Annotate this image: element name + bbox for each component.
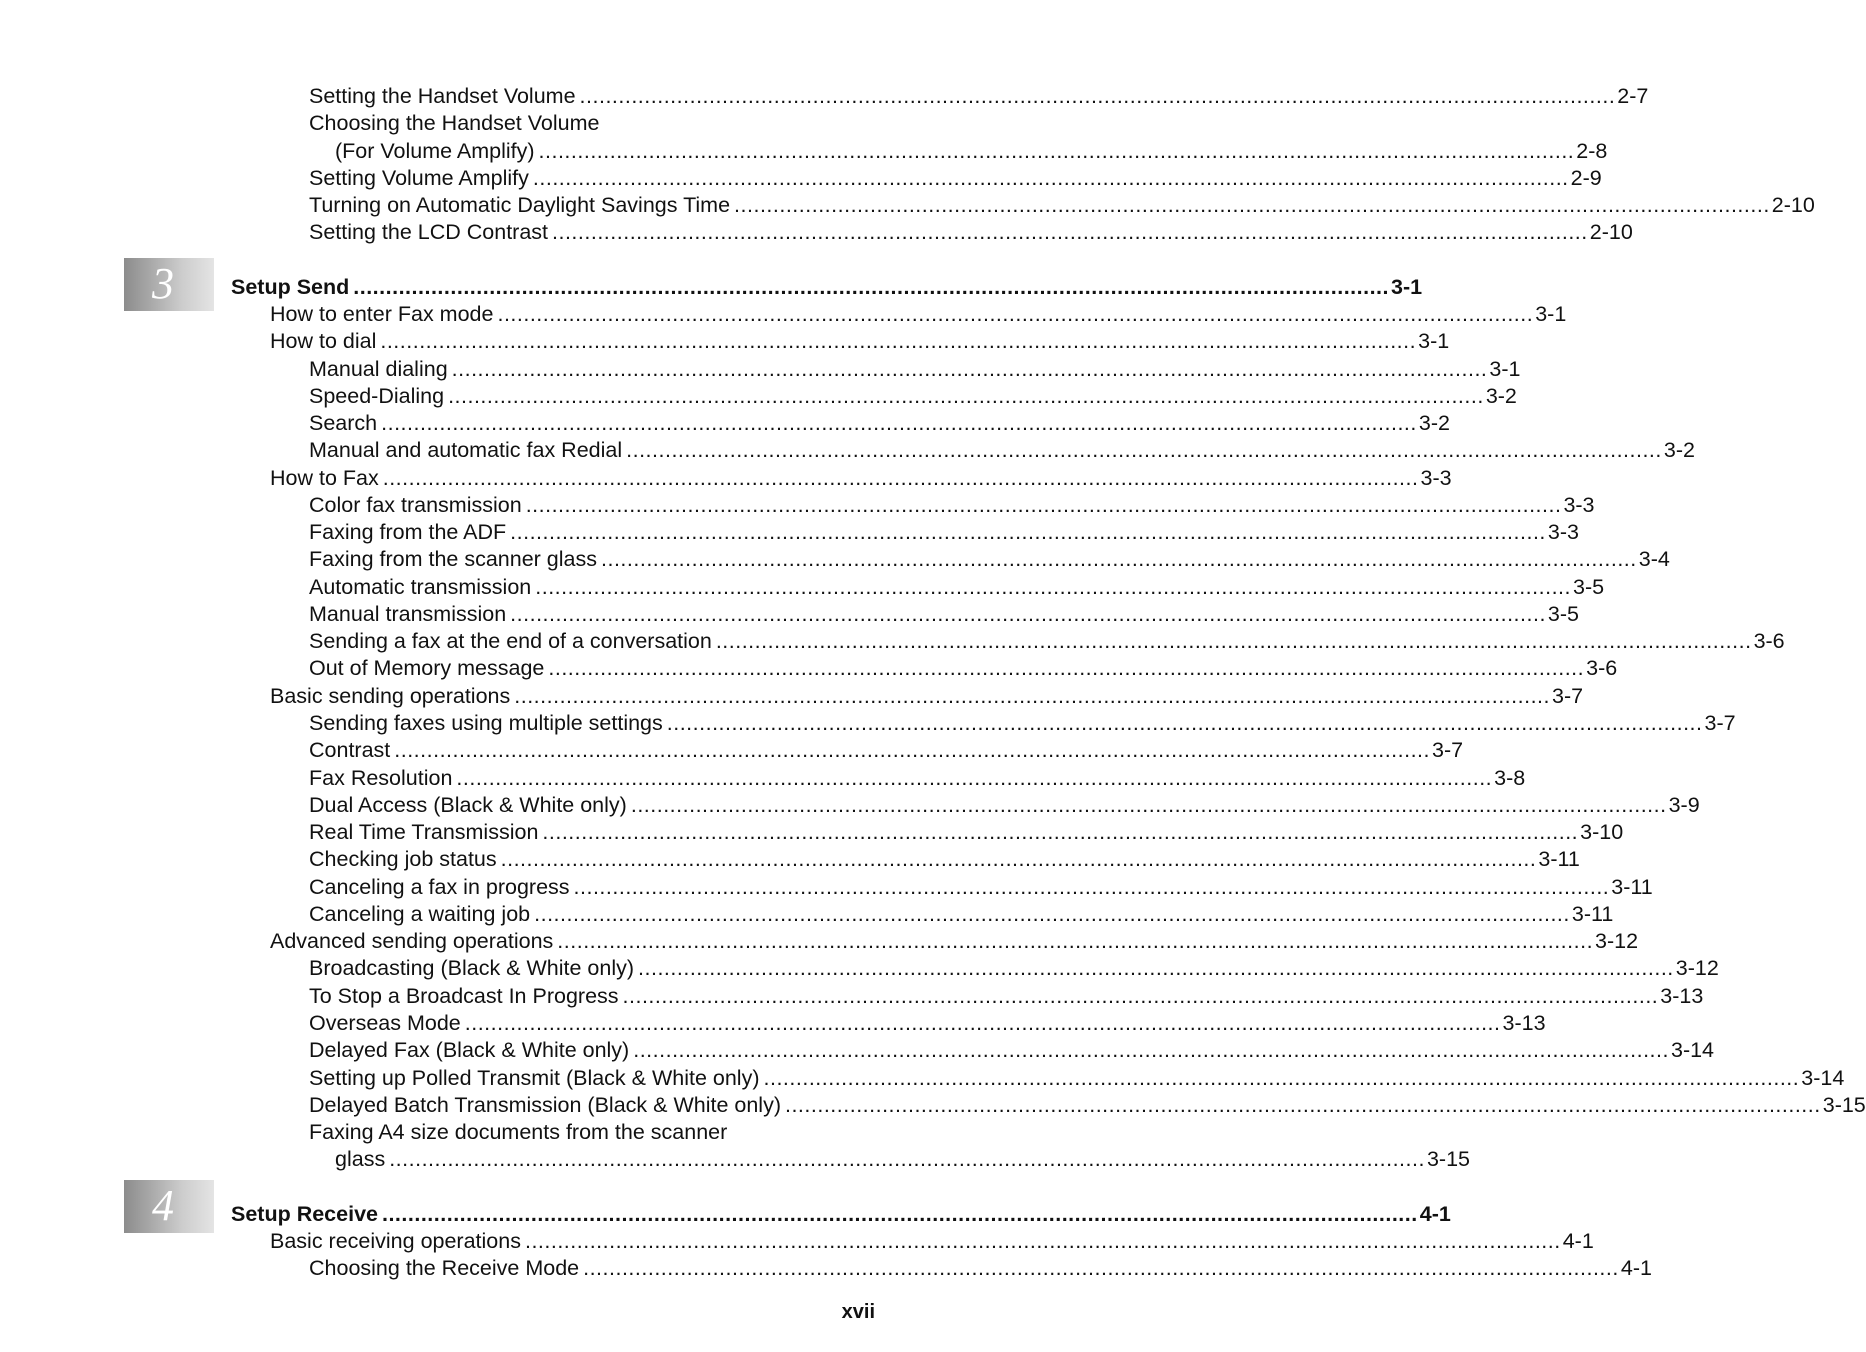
leader-dots: ................................................................................................................................................................ — [784, 1093, 1821, 1117]
entry-title: Color fax transmission — [309, 493, 522, 517]
toc-chapter-entry[interactable] — [231, 274, 1423, 301]
leader-dots: ................................................................................................................................................................ — [622, 984, 1659, 1008]
leader-dots: ................................................................................................................................................................ — [464, 1011, 1501, 1035]
entry-page: 3-7 — [1704, 711, 1736, 735]
entry-page: 3-13 — [1660, 984, 1704, 1008]
toc-entry[interactable] — [270, 465, 1452, 492]
chapter-number: 4 — [152, 1181, 174, 1230]
entry-title: Search — [309, 411, 378, 435]
leader-dots: ................................................................................................................................................................ — [456, 766, 1493, 790]
entry-title: Setting the LCD Contrast — [309, 220, 549, 244]
toc-entry[interactable] — [309, 519, 1579, 546]
leader-dots: ................................................................................................................................................................ — [451, 357, 1488, 381]
entry-title: Checking job status — [309, 847, 497, 871]
page-number: xvii — [841, 1301, 875, 1323]
entry-page: 3-1 — [1535, 302, 1567, 326]
entry-page: 2-8 — [1576, 139, 1608, 163]
toc-entry[interactable] — [309, 901, 1614, 928]
toc-entry[interactable] — [309, 83, 1649, 110]
toc-entry[interactable] — [309, 410, 1450, 437]
entry-page: 4-1 — [1620, 1256, 1652, 1280]
toc-entry[interactable] — [309, 219, 1633, 246]
toc-entry[interactable] — [309, 1119, 875, 1146]
entry-page: 3-2 — [1663, 438, 1695, 462]
toc-entry[interactable] — [309, 765, 1526, 792]
entry-page: 3-8 — [1494, 766, 1526, 790]
entry-page: 3-1 — [1391, 275, 1423, 299]
entry-page: 3-11 — [1538, 847, 1580, 871]
entry-title: Manual dialing — [309, 357, 448, 381]
toc-entry[interactable] — [309, 356, 1521, 383]
entry-title: To Stop a Broadcast In Progress — [309, 984, 619, 1008]
entry-page: 3-3 — [1420, 466, 1452, 490]
entry-page: 3-7 — [1552, 684, 1584, 708]
entry-page: 3-12 — [1595, 929, 1639, 953]
leader-dots: ................................................................................................................................................................ — [601, 547, 1637, 571]
entry-page: 2-7 — [1617, 84, 1649, 108]
toc-entry[interactable] — [309, 819, 1624, 846]
entry-title: Manual transmission — [309, 602, 507, 626]
entry-title: How to dial — [270, 329, 377, 353]
entry-title: Out of Memory message — [309, 656, 545, 680]
entry-page: 3-4 — [1638, 547, 1670, 571]
toc-entry[interactable] — [309, 492, 1595, 519]
leader-dots: ................................................................................................................................................................ — [666, 711, 1703, 735]
toc-entry[interactable] — [309, 1037, 1715, 1064]
entry-page: 3-5 — [1547, 602, 1579, 626]
leader-dots: ................................................................................................................................................................ — [510, 520, 1546, 544]
entry-title: Manual and automatic fax Redial — [309, 438, 623, 462]
chapter-title: Setup Send — [231, 275, 350, 299]
entry-page: 3-6 — [1586, 656, 1618, 680]
chapter-tab-4 — [124, 1180, 214, 1233]
leader-dots: ................................................................................................................................................................ — [448, 384, 1484, 408]
entry-title: Automatic transmission — [309, 575, 532, 599]
leader-dots: ................................................................................................................................................................ — [394, 738, 1431, 762]
entry-page: 4-1 — [1419, 1202, 1451, 1226]
leader-dots: ................................................................................................................................................................ — [497, 302, 1534, 326]
leader-dots: ................................................................................................................................................................ — [557, 929, 1594, 953]
toc-entry[interactable] — [309, 1255, 1652, 1282]
leader-dots: ................................................................................................................................................................ — [389, 1147, 1425, 1171]
leader-dots: ................................................................................................................................................................ — [524, 1229, 1561, 1253]
entry-page: 3-10 — [1580, 820, 1624, 844]
entry-page: 2-9 — [1570, 166, 1602, 190]
toc-entry[interactable] — [309, 192, 1815, 219]
toc-entry[interactable] — [309, 955, 1719, 982]
toc-chapter-entry[interactable] — [231, 1201, 1451, 1228]
entry-title: Advanced sending operations — [270, 929, 554, 953]
toc-entry[interactable] — [309, 110, 875, 137]
toc-entry[interactable] — [309, 574, 1605, 601]
leader-dots: ................................................................................................................................................................ — [382, 466, 1419, 490]
chapter-tab-3 — [124, 258, 214, 311]
entry-title: glass — [335, 1147, 386, 1171]
entry-title: Setting up Polled Transmit (Black & White only) — [309, 1066, 760, 1090]
toc-entry[interactable] — [309, 601, 1579, 628]
entry-page: 3-15 — [1822, 1093, 1866, 1117]
chapter-number: 3 — [152, 259, 174, 308]
toc-entry[interactable] — [309, 792, 1700, 819]
entry-title: Contrast — [309, 738, 391, 762]
entry-title: Setting Volume Amplify — [309, 166, 529, 190]
entry-title: Faxing from the ADF — [309, 520, 507, 544]
entry-title: Turning on Automatic Daylight Savings Time — [309, 193, 731, 217]
entry-page: 3-11 — [1611, 875, 1653, 899]
entry-title: Choosing the Handset Volume — [309, 111, 600, 135]
leader-dots: ................................................................................................................................................................ — [548, 656, 1585, 680]
entry-page: 3-2 — [1418, 411, 1450, 435]
entry-page: 3-3 — [1563, 493, 1595, 517]
entry-page: 3-14 — [1670, 1038, 1715, 1062]
toc-entry[interactable] — [309, 846, 1580, 873]
leader-dots: ................................................................................................................................................................ — [552, 220, 1588, 244]
leader-dots: ................................................................................................................................................................ — [583, 1256, 1619, 1280]
leader-dots: ................................................................................................................................................................ — [534, 902, 1570, 926]
leader-dots: ................................................................................................................................................................ — [514, 684, 1550, 708]
leader-dots: ................................................................................................................................................................ — [381, 1202, 1418, 1226]
entry-title: Setting the Handset Volume — [309, 84, 576, 108]
leader-dots: ................................................................................................................................................................ — [381, 411, 1417, 435]
toc-entry[interactable] — [335, 1146, 1470, 1173]
entry-page: 3-13 — [1502, 1011, 1546, 1035]
entry-page: 3-3 — [1547, 520, 1579, 544]
entry-title: Broadcasting (Black & White only) — [309, 956, 635, 980]
entry-page: 3-12 — [1675, 956, 1719, 980]
leader-dots: ................................................................................................................................................................ — [542, 820, 1579, 844]
leader-dots: ................................................................................................................................................................ — [500, 847, 1537, 871]
toc-entry[interactable] — [309, 1065, 1845, 1092]
entry-page: 3-15 — [1426, 1147, 1470, 1171]
toc-entry[interactable] — [270, 301, 1567, 328]
entry-title: Sending a fax at the end of a conversation — [309, 629, 712, 653]
leader-dots: ................................................................................................................................................................ — [380, 329, 1417, 353]
toc-entry[interactable] — [309, 628, 1785, 655]
leader-dots: ................................................................................................................................................................ — [638, 956, 1674, 980]
leader-dots: ................................................................................................................................................................ — [353, 275, 1390, 299]
toc-entry[interactable] — [309, 1092, 1866, 1119]
leader-dots: ................................................................................................................................................................ — [525, 493, 1562, 517]
leader-dots: ................................................................................................................................................................ — [626, 438, 1662, 462]
leader-dots: ................................................................................................................................................................ — [535, 575, 1571, 599]
toc-entry[interactable] — [309, 165, 1602, 192]
toc-entry[interactable] — [270, 683, 1584, 710]
entry-title: Delayed Fax (Black & White only) — [309, 1038, 630, 1062]
entry-page: 3-1 — [1418, 329, 1450, 353]
entry-title: Delayed Batch Transmission (Black & White only) — [309, 1093, 781, 1117]
leader-dots: ................................................................................................................................................................ — [538, 139, 1575, 163]
toc-entry[interactable] — [309, 1010, 1546, 1037]
entry-page: 3-2 — [1485, 384, 1517, 408]
toc-entry[interactable] — [309, 383, 1517, 410]
leader-dots: ................................................................................................................................................................ — [510, 602, 1546, 626]
entry-title: Faxing A4 size documents from the scanner — [309, 1120, 728, 1144]
entry-title: Speed-Dialing — [309, 384, 445, 408]
leader-dots: ................................................................................................................................................................ — [715, 629, 1752, 653]
leader-dots: ................................................................................................................................................................ — [579, 84, 1616, 108]
entry-title: How to Fax — [270, 466, 379, 490]
toc-entry[interactable] — [309, 737, 1464, 764]
entry-page: 2-10 — [1589, 220, 1633, 244]
entry-title: Real Time Transmission — [309, 820, 539, 844]
entry-page: 2-10 — [1771, 193, 1815, 217]
entry-page: 3-6 — [1753, 629, 1785, 653]
leader-dots: ................................................................................................................................................................ — [763, 1066, 1800, 1090]
entry-page: 3-5 — [1573, 575, 1605, 599]
toc-entry[interactable] — [309, 546, 1670, 573]
toc-entry[interactable] — [309, 710, 1736, 737]
entry-title: Overseas Mode — [309, 1011, 461, 1035]
toc-entry[interactable] — [309, 874, 1653, 901]
leader-dots: ................................................................................................................................................................ — [734, 193, 1770, 217]
leader-dots: ................................................................................................................................................................ — [630, 793, 1667, 817]
entry-title: Fax Resolution — [309, 766, 453, 790]
entry-title: Faxing from the scanner glass — [309, 547, 597, 571]
leader-dots: ................................................................................................................................................................ — [573, 875, 1610, 899]
chapter-title: Setup Receive — [231, 1202, 378, 1226]
entry-page: 3-1 — [1489, 357, 1521, 381]
entry-title: Basic sending operations — [270, 684, 511, 708]
entry-title: Sending faxes using multiple settings — [309, 711, 663, 735]
entry-page: 3-11 — [1571, 902, 1614, 926]
entry-page: 4-1 — [1562, 1229, 1594, 1253]
toc-entry[interactable] — [335, 138, 1608, 165]
entry-title: Dual Access (Black & White only) — [309, 793, 627, 817]
entry-page: 3-7 — [1432, 738, 1464, 762]
toc-entry[interactable] — [309, 437, 1695, 464]
entry-title: Basic receiving operations — [270, 1229, 521, 1253]
toc-entry[interactable] — [270, 328, 1450, 355]
entry-title: (For Volume Amplify) — [335, 139, 535, 163]
entry-title: How to enter Fax mode — [270, 302, 494, 326]
entry-page: 3-9 — [1668, 793, 1700, 817]
entry-title: Canceling a waiting job — [309, 902, 531, 926]
leader-dots: ................................................................................................................................................................ — [633, 1038, 1669, 1062]
toc-entry[interactable] — [270, 928, 1639, 955]
toc-entry[interactable] — [309, 983, 1704, 1010]
toc-entry[interactable] — [309, 655, 1618, 682]
entry-title: Choosing the Receive Mode — [309, 1256, 580, 1280]
entry-title: Canceling a fax in progress — [309, 875, 570, 899]
entry-page: 3-14 — [1801, 1066, 1845, 1090]
leader-dots: ................................................................................................................................................................ — [532, 166, 1569, 190]
toc-entry[interactable] — [270, 1228, 1594, 1255]
